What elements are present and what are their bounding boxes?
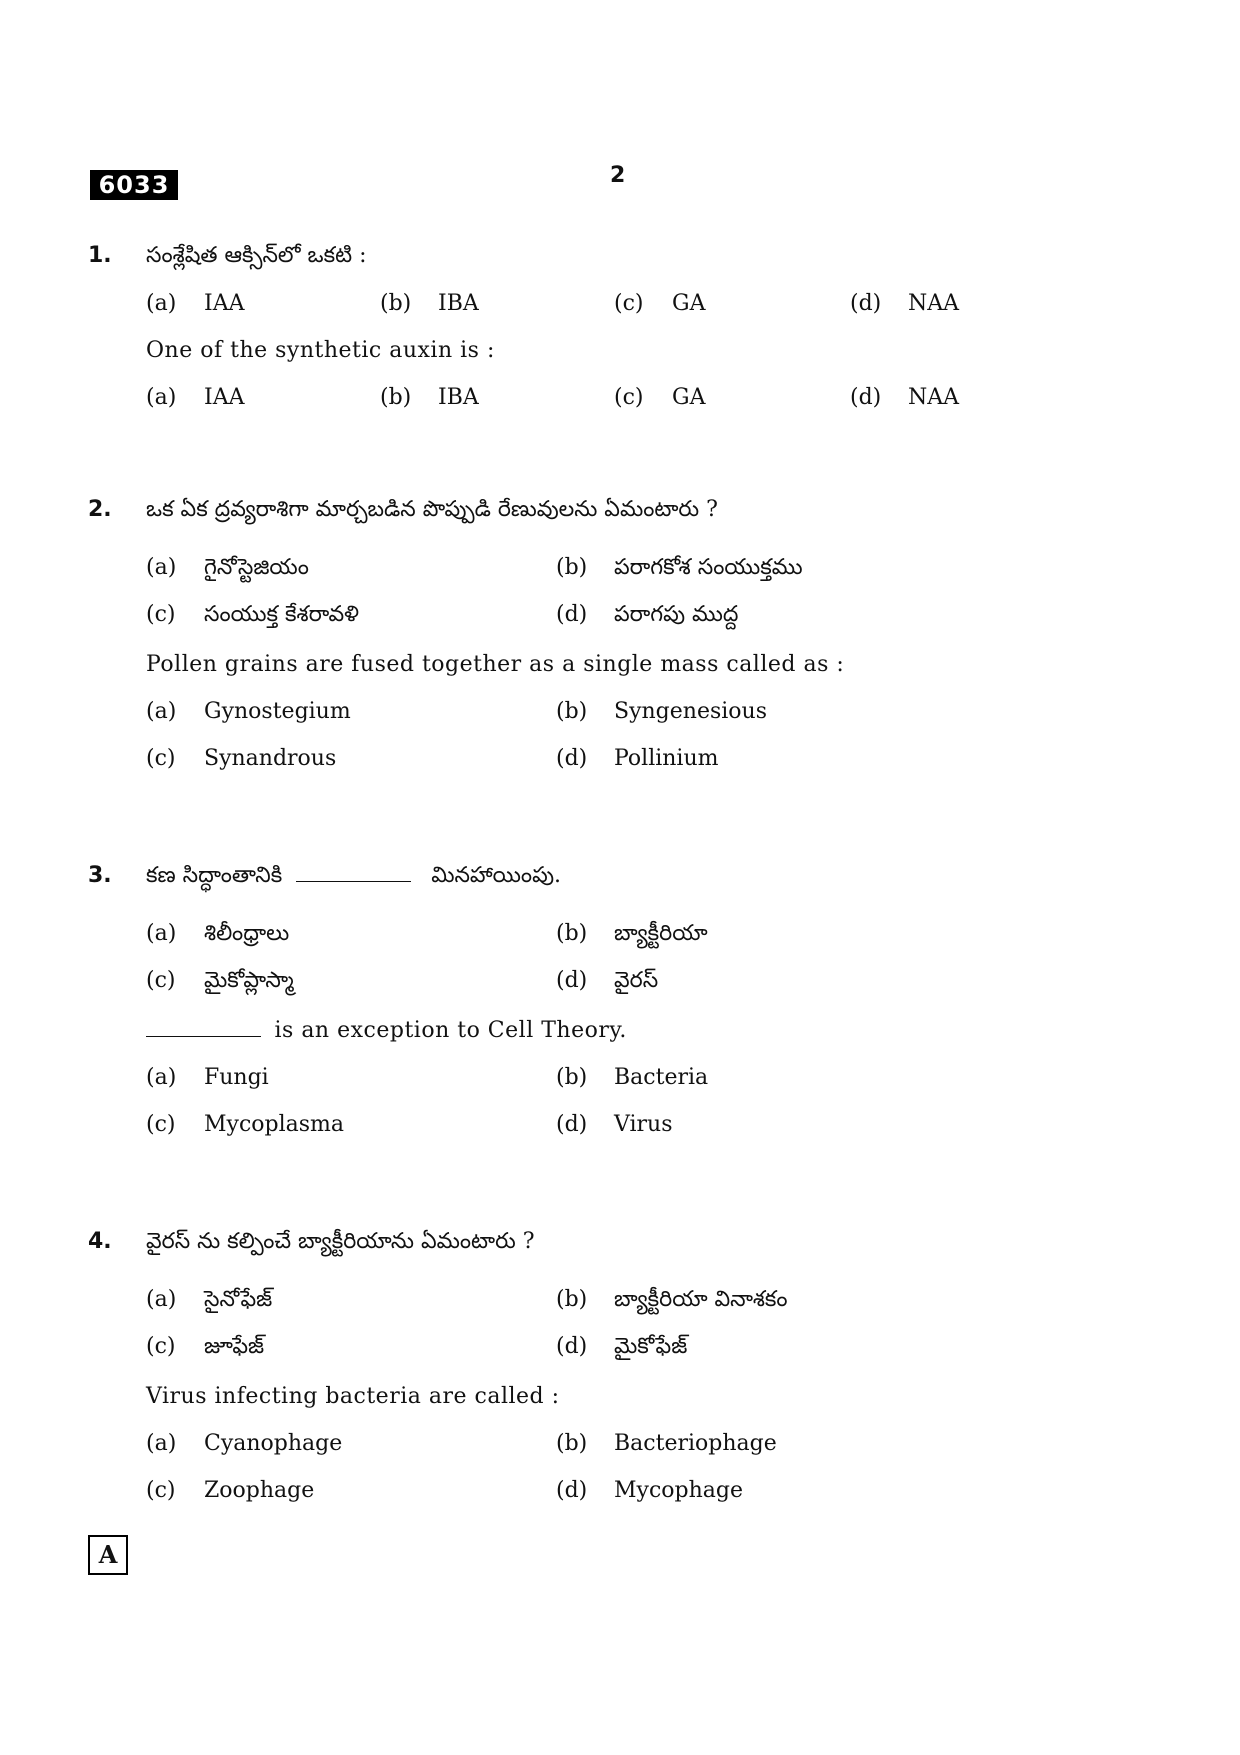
options-row-english (88, 1058, 1168, 1105)
option-d: (d) NAA (850, 291, 960, 316)
option-b: (b) Bacteriophage (556, 1431, 777, 1456)
options-row-english (88, 739, 1168, 786)
question-text-english: Virus infecting bacteria are called : (146, 1384, 560, 1409)
paper-code: 6033 (90, 170, 178, 200)
option-c: (c) సంయుక్త కేశరావళి (146, 602, 359, 627)
option-c: (c) GA (614, 385, 706, 410)
option-a: (a) IAA (146, 291, 245, 316)
page-number: 2 (610, 163, 626, 188)
options-row-english (88, 1105, 1168, 1152)
question-number: 2. (88, 497, 112, 522)
options-row-telugu (88, 914, 1168, 961)
option-c: (c) GA (614, 291, 706, 316)
option-b: (b) పరాగకోశ సంయుక్తము (556, 555, 803, 580)
question-text-english: Pollen grains are fused together as a single mass called as : (146, 652, 845, 677)
option-d: (d) Virus (556, 1112, 673, 1137)
option-b: (b) IBA (380, 385, 479, 410)
options-row-telugu (88, 1327, 1168, 1377)
option-b: (b) Bacteria (556, 1065, 709, 1090)
option-c: (c) Synandrous (146, 746, 337, 771)
option-a: (a) Fungi (146, 1065, 269, 1090)
question-2 (88, 490, 1168, 786)
options-row-english (88, 1424, 1168, 1471)
question-text-english: One of the synthetic auxin is : (146, 338, 495, 363)
option-d: (d) పరాగపు ముద్ద (556, 602, 739, 627)
option-a: (a) గైనోస్టెజియం (146, 555, 309, 580)
options-row-english (88, 378, 1168, 425)
question-text-telugu: సంశ్లేషిత ఆక్సిన్‌లో ఒకటి : (146, 243, 367, 268)
options-row-telugu (88, 284, 1168, 331)
question-number: 1. (88, 243, 112, 268)
option-b: (b) Syngenesious (556, 699, 767, 724)
answer-blank (296, 859, 411, 882)
option-c: (c) మైకోప్లాస్మా (146, 968, 294, 993)
question-text-english: is an exception to Cell Theory. (88, 1011, 1168, 1058)
question-1 (88, 236, 1168, 425)
question-3 (88, 856, 1168, 1152)
option-d: (d) Pollinium (556, 746, 719, 771)
question-4 (88, 1222, 1168, 1518)
option-c: (c) జూఫేజ్ (146, 1334, 265, 1359)
question-text-telugu: వైరస్ ను కల్పించే బ్యాక్టీరియాను ఏమంటారు ? (146, 1229, 535, 1254)
booklet-series-box: A (88, 1535, 128, 1575)
options-row-telugu (88, 961, 1168, 1011)
options-row-telugu (88, 548, 1168, 595)
options-row-telugu (88, 595, 1168, 645)
options-row-english (88, 1471, 1168, 1518)
options-row-english (88, 692, 1168, 739)
answer-blank (146, 1014, 261, 1037)
option-a: (a) శిలీంధ్రాలు (146, 921, 290, 946)
option-d: (d) వైరస్ (556, 968, 659, 993)
question-number: 3. (88, 863, 112, 888)
options-row-telugu (88, 1280, 1168, 1327)
option-c: (c) Mycoplasma (146, 1112, 345, 1137)
option-a: (a) Gynostegium (146, 699, 351, 724)
option-d: (d) Mycophage (556, 1478, 743, 1503)
option-a: (a) IAA (146, 385, 245, 410)
option-b: (b) బ్యాక్టీరియా వినాశకం (556, 1287, 788, 1312)
option-b: (b) బ్యాక్టీరియా (556, 921, 708, 946)
option-d: (d) మైకోఫేజ్ (556, 1334, 688, 1359)
option-c: (c) Zoophage (146, 1478, 315, 1503)
option-d: (d) NAA (850, 385, 960, 410)
question-number: 4. (88, 1229, 112, 1254)
question-text-telugu: ఒక ఏక ద్రవ్యరాశిగా మార్చబడిన పొప్పుడి రేణువులను ఏమంటారు ? (146, 497, 718, 522)
option-b: (b) IBA (380, 291, 479, 316)
option-a: (a) Cyanophage (146, 1431, 343, 1456)
option-a: (a) సైనోఫేజ్ (146, 1287, 273, 1312)
question-text-telugu: కణ సిద్ధాంతానికి మినహాయింపు. (146, 856, 561, 896)
